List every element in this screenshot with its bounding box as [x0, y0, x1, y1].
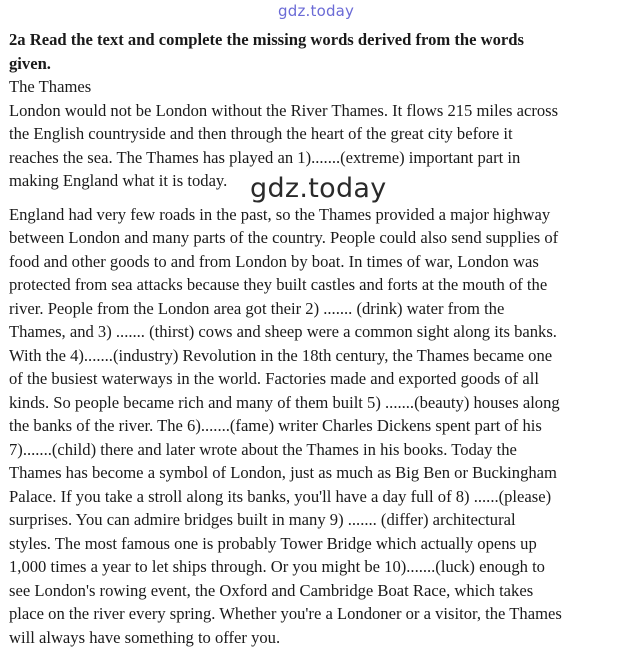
paragraph-line: 7).......(child) there and later wrote about the Thames in his books. Today the: [9, 439, 517, 459]
text-title: The Thames: [9, 77, 92, 96]
watermark-top: gdz.today: [278, 2, 355, 20]
paragraph-line: place on the river every spring. Whether you're a Londoner or a visitor, the Thames: [9, 604, 562, 623]
paragraph-line: kinds. So people became rich and many of them built 5) .......(beauty) houses along: [9, 392, 560, 412]
task-title-line-2: given.: [9, 53, 51, 73]
paragraph-line: between London and many parts of the country. People could also send supplies of: [9, 228, 559, 247]
paragraph-line: river. People from the London area got their 2) ....... (drink) water from the: [9, 298, 505, 318]
paragraph-line: the English countryside and then through the heart of the great city before it: [9, 124, 513, 143]
paragraph-line: Thames has become a symbol of London, just as much as Big Ben or Buckingham: [9, 463, 557, 482]
paragraph-line: food and other goods to and from London by boat. In times of war, London was: [9, 251, 539, 271]
exercise-content: [9, 28, 633, 649]
paragraph-line: Thames, and 3) ....... (thirst) cows and sheep were a common sight along its banks.: [9, 322, 557, 341]
paragraph-line: England had very few roads in the past, so the Thames provided a major highway: [9, 204, 551, 224]
paragraph-line: of the busiest waterways in the world. Factories made and exported goods of all: [9, 369, 539, 388]
paragraph-line: styles. The most famous one is probably Tower Bridge which actually opens up: [9, 533, 537, 553]
watermark-middle: gdz.today: [250, 173, 387, 204]
paragraph-line: see London's rowing event, the Oxford and Cambridge Boat Race, which takes: [9, 580, 534, 600]
paragraph-line: will always have something to offer you.: [9, 627, 281, 647]
paragraph-line: Palace. If you take a stroll along its banks, you'll have a day full of 8) ......(please): [9, 486, 552, 506]
paragraph-line: 1,000 times a year to let ships through. Or you might be 10).......(luck) enough to: [9, 557, 545, 576]
paragraph-line: surprises. You can admire bridges built in many 9) ....... (differ) architectural: [9, 510, 516, 529]
paragraph-line: protected from sea attacks because they built castles and forts at the mouth of the: [9, 275, 548, 294]
paragraph-2: [9, 203, 633, 650]
paragraph-line: London would not be London without the River Thames. It flows 215 miles across: [9, 100, 559, 120]
paragraph-line: With the 4).......(industry) Revolution in the 18th century, the Thames became one: [9, 345, 553, 365]
paragraph-line: making England what it is today.: [9, 171, 228, 190]
paragraph-line: the banks of the river. The 6).......(fame) writer Charles Dickens spent part of his: [9, 416, 542, 435]
task-title-line-1: 2a Read the text and complete the missing words derived from the words: [9, 30, 524, 49]
paragraph-line: reaches the sea. The Thames has played an 1).......(extreme) important part in: [9, 147, 521, 167]
